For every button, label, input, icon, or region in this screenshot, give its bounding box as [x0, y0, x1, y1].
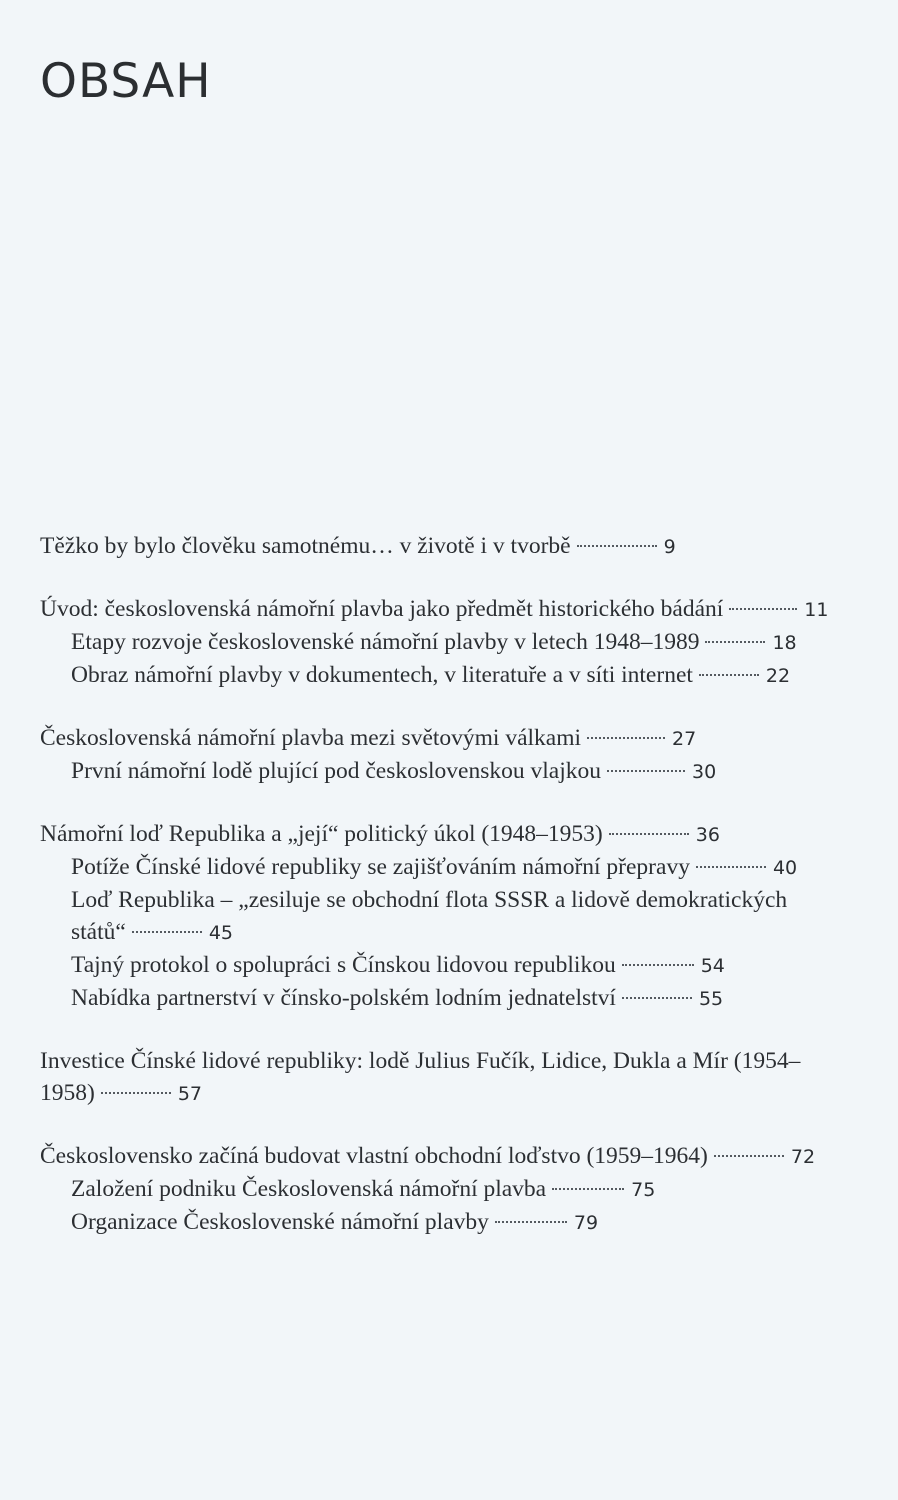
toc-entry-title: Úvod: československá námořní plavba jako předmět historického bádání — [40, 596, 724, 622]
toc-subentry — [40, 851, 840, 884]
dot-leader — [609, 833, 689, 835]
toc-page-number: 79 — [573, 1212, 599, 1234]
toc-entry-title: Československá námořní plavba mezi světovými válkami — [40, 725, 582, 751]
toc-entry-title: Potíže Čínské lidové republiky se zajišťováním námořní přepravy — [71, 854, 690, 880]
toc-page-number: 22 — [765, 665, 791, 687]
toc-section — [40, 1045, 840, 1110]
toc-page-number: 36 — [695, 824, 720, 846]
dot-leader — [622, 964, 694, 966]
table-of-contents — [40, 530, 840, 1269]
page-title: OBSAH — [40, 54, 212, 109]
toc-entry-title: Investice Čínské lidové republiky: lodě Julius Fučík, Lidice, Dukla a Mír (1954–1958) — [40, 1048, 801, 1106]
toc-entry — [40, 818, 840, 851]
toc-entry-title: Československo začíná budovat vlastní obchodní loďstvo (1959–1964) — [40, 1143, 708, 1169]
toc-page-number: 30 — [692, 761, 717, 783]
toc-section — [40, 818, 840, 1015]
toc-entry-title: Obraz námořní plavby v dokumentech, v literatuře a v síti internet — [71, 662, 693, 688]
toc-subentry — [40, 1173, 840, 1206]
toc-page-number: 18 — [772, 632, 797, 654]
toc-entry — [40, 593, 840, 626]
dot-leader — [622, 997, 692, 999]
dot-leader — [495, 1221, 567, 1223]
toc-page-number: 57 — [177, 1083, 203, 1105]
toc-page-number: 9 — [663, 536, 676, 558]
dot-leader — [714, 1155, 784, 1157]
dot-leader — [705, 641, 765, 643]
dot-leader — [729, 608, 797, 610]
dot-leader — [607, 770, 685, 772]
toc-subentry — [40, 755, 840, 788]
toc-entry-title: Organizace Československé námořní plavby — [71, 1209, 489, 1235]
dot-leader — [699, 674, 759, 676]
toc-section — [40, 593, 840, 692]
toc-page-number: 75 — [631, 1179, 656, 1201]
toc-entry — [40, 722, 840, 755]
toc-entry-title: Nabídka partnerství v čínsko-polském lodním jednatelství — [71, 985, 616, 1011]
toc-subentry — [40, 884, 840, 949]
toc-entry — [40, 1140, 840, 1173]
toc-subentry — [40, 949, 840, 982]
toc-entry-title: Těžko by bylo člověku samotnému… v životě i v tvorbě — [40, 533, 571, 559]
toc-section — [40, 530, 840, 563]
toc-page-number: 72 — [790, 1146, 816, 1168]
toc-subentry — [40, 659, 840, 692]
toc-page-number: 40 — [772, 857, 798, 879]
toc-section — [40, 1140, 840, 1239]
toc-entry — [40, 530, 840, 563]
toc-subentry — [40, 982, 840, 1015]
dot-leader — [552, 1188, 624, 1190]
toc-subentry — [40, 626, 840, 659]
dot-leader — [696, 866, 766, 868]
dot-leader — [577, 545, 657, 547]
toc-page-number: 55 — [698, 988, 724, 1010]
toc-subentry — [40, 1206, 840, 1239]
dot-leader — [101, 1092, 171, 1094]
toc-entry-title: Etapy rozvoje československé námořní plavby v letech 1948–1989 — [71, 629, 700, 655]
toc-entry — [40, 1045, 840, 1110]
dot-leader — [132, 931, 202, 933]
toc-entry-title: Tajný protokol o spolupráci s Čínskou lidovou republikou — [71, 952, 616, 978]
dot-leader — [587, 737, 665, 739]
toc-entry-title: První námořní lodě plující pod československou vlajkou — [71, 758, 601, 784]
toc-entry-title: Založení podniku Československá námořní plavba — [71, 1176, 547, 1202]
toc-page-number: 45 — [208, 922, 234, 944]
toc-page-number: 54 — [700, 955, 725, 977]
toc-section — [40, 722, 840, 788]
toc-entry-title: Námořní loď Republika a „její“ politický úkol (1948–1953) — [40, 821, 603, 847]
toc-page-number: 11 — [804, 599, 829, 621]
toc-page-number: 27 — [672, 728, 697, 750]
toc-entry-title: Loď Republika – „zesiluje se obchodní flota SSSR a lidově demokratických států“ — [71, 887, 788, 945]
